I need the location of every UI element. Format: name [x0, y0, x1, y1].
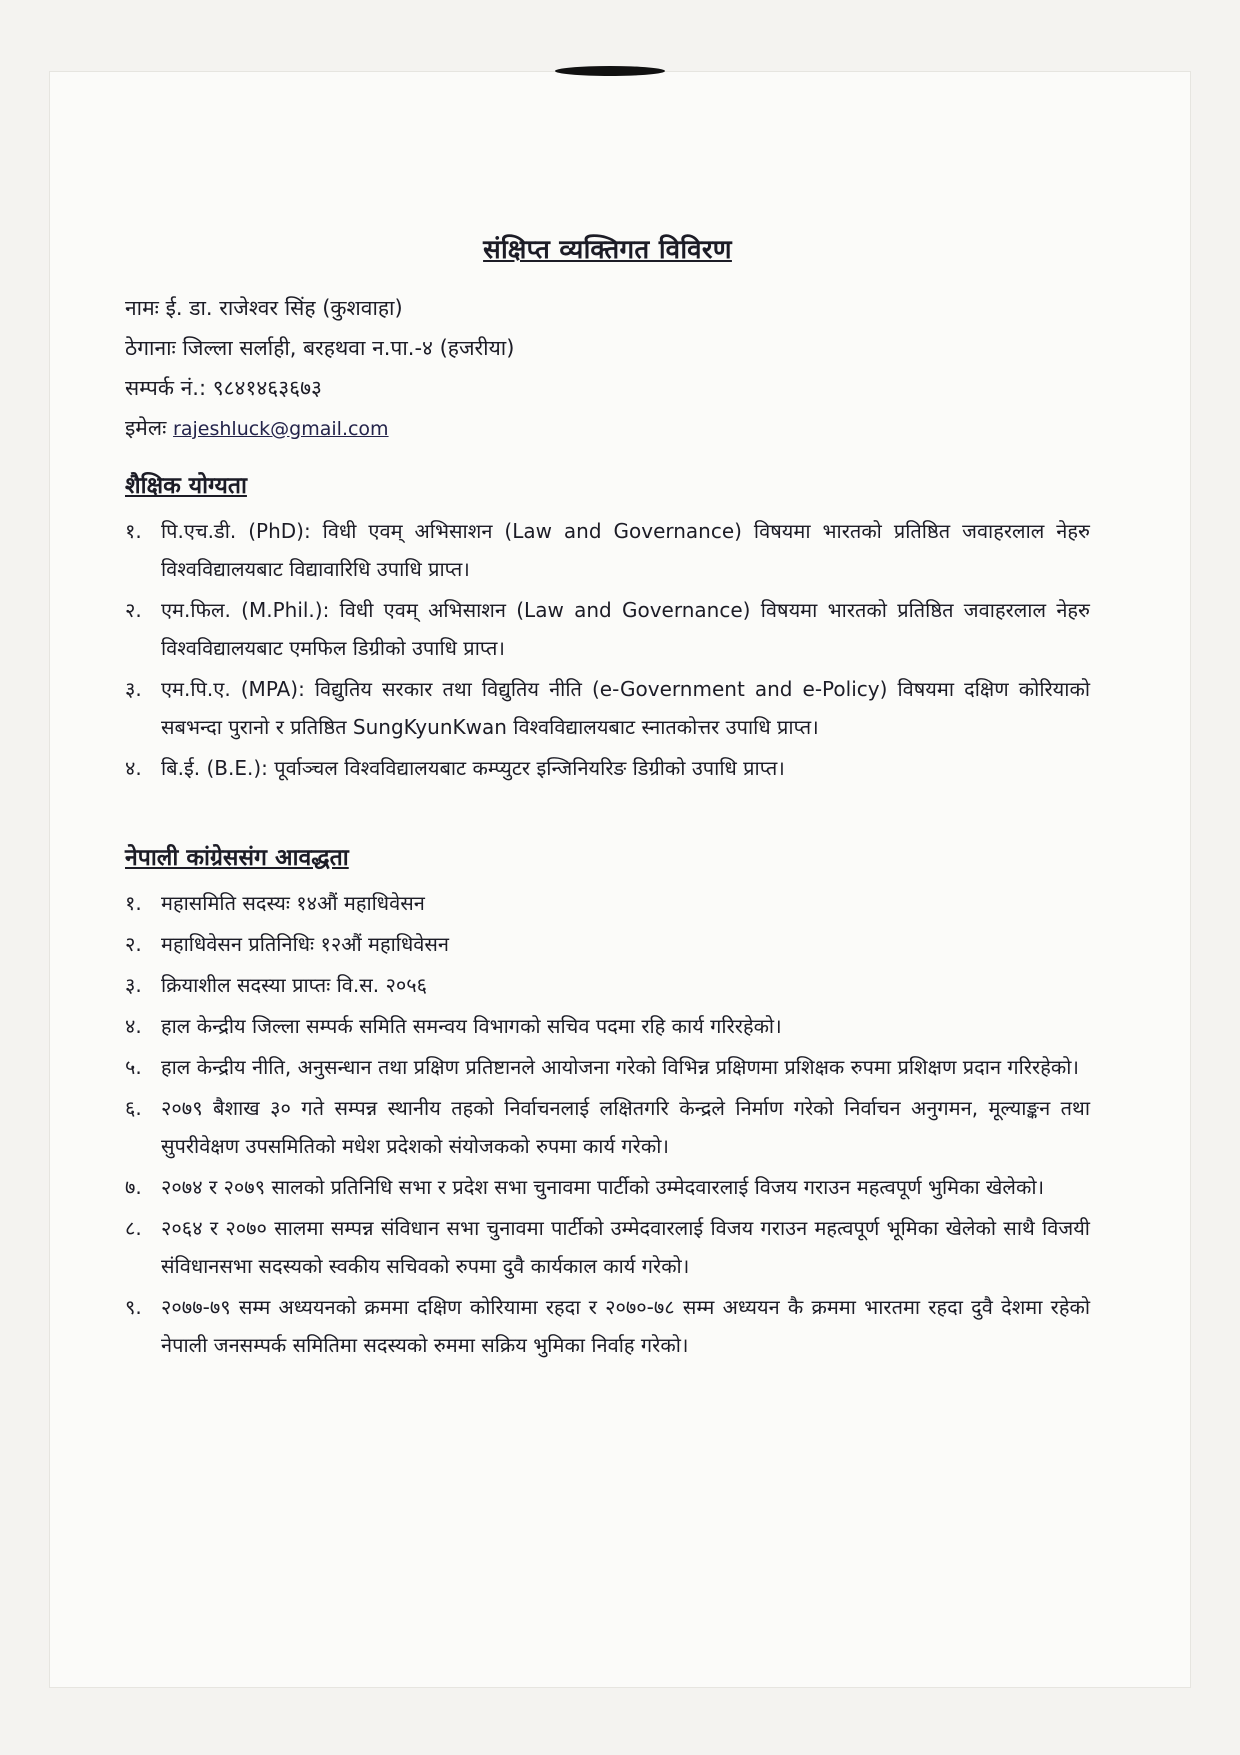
item-text: २०७९ बैशाख ३० गते सम्पन्न स्थानीय तहको निर्वाचनलाई लक्षितगरि केन्द्रले निर्माण गरेको निर्वाचन अनुगमन, मूल्याङ्कन तथा सुपरीवेक्षण उपसमितिको मधेश प्रदेशको संयोजकको रुपमा कार्य गरेको।	[161, 1096, 1090, 1158]
document-title: संक्षिप्त व्यक्तिगत विविरण	[483, 235, 732, 265]
list-item	[125, 966, 1090, 1004]
congress-list	[125, 884, 1090, 1364]
item-number: ८.	[125, 1216, 142, 1240]
item-number: ७.	[125, 1175, 142, 1199]
email-label: इमेलः	[125, 416, 167, 440]
education-list	[125, 512, 1090, 787]
item-text: २०७४ र २०७९ सालको प्रतिनिधि सभा र प्रदेश सभा चुनावमा पार्टीको उम्मेदवारलाई विजय गराउन महत्वपूर्ण भुमिका खेलेको।	[161, 1175, 1045, 1199]
email-line	[125, 408, 1090, 448]
list-item	[125, 1168, 1090, 1206]
item-text: हाल केन्द्रीय जिल्ला सम्पर्क समिति समन्वय विभागको सचिव पदमा रहि कार्य गरिरहेको।	[161, 1014, 782, 1038]
document-content	[125, 230, 1090, 1367]
item-number: २.	[125, 932, 142, 956]
list-item	[125, 884, 1090, 922]
address-line: ठेगानाः जिल्ला सर्लाही, बरहथवा न.पा.-४ (हजरीया)	[125, 336, 515, 360]
item-number: ९.	[125, 1295, 142, 1319]
scan-edge-mark	[555, 66, 665, 76]
item-text: २०७७-७९ सम्म अध्ययनको क्रममा दक्षिण कोरियामा रहदा र २०७०-७८ सम्म अध्ययन कै क्रममा भारतमा रहदा दुवै देशमा रहेको नेपाली जनसम्पर्क समितिमा सदस्यको रुममा सक्रिय भुमिका निर्वाह गरेको।	[161, 1295, 1090, 1357]
item-number: ३.	[125, 973, 142, 997]
item-text: पि.एच.डी. (PhD): विधी एवम् अभिसाशन (Law and Governance) विषयमा भारतको प्रतिष्ठित जवाहरलाल नेहरु विश्वविद्यालयबाट विद्यावारिधि उपाधि प्राप्त।	[161, 519, 1090, 581]
item-number: ५.	[125, 1055, 142, 1079]
list-item	[125, 591, 1090, 667]
item-number: ४.	[125, 756, 142, 780]
item-number: ३.	[125, 677, 142, 701]
list-item	[125, 1048, 1090, 1086]
item-text: हाल केन्द्रीय नीति, अनुसन्धान तथा प्रक्षिण प्रतिष्टानले आयोजना गरेको विभिन्न प्रक्षिणमा प्रशिक्षक रुपमा प्रशिक्षण प्रदान गरिरहेको।	[161, 1055, 1079, 1079]
list-item	[125, 1209, 1090, 1285]
email-link[interactable]: rajeshluck@gmail.com	[173, 418, 389, 440]
list-item	[125, 670, 1090, 746]
list-item	[125, 925, 1090, 963]
contact-line: सम्पर्क नं.: ९८४१४६३६७३	[125, 376, 322, 400]
item-text: एम.फिल. (M.Phil.): विधी एवम् अभिसाशन (Law and Governance) विषयमा भारतको प्रतिष्ठित जवाहरलाल नेहरु विश्वविद्यालयबाट एमफिल डिग्रीको उपाधि प्राप्त।	[161, 598, 1090, 660]
list-item	[125, 1089, 1090, 1165]
education-heading: शैक्षिक योग्यता	[125, 473, 247, 499]
item-text: महाधिवेसन प्रतिनिधिः १२औं महाधिवेसन	[161, 932, 450, 956]
item-number: १.	[125, 891, 142, 915]
list-item	[125, 749, 1090, 787]
item-text: २०६४ र २०७० सालमा सम्पन्न संविधान सभा चुनावमा पार्टीको उम्मेदवारलाई विजय गराउन महत्वपूर्ण भूमिका खेलेको साथै विजयी संविधानसभा सदस्यको स्वकीय सचिवको रुपमा दुवै कार्यकाल कार्य गरेको।	[161, 1216, 1090, 1278]
congress-heading: नेपाली कांग्रेससंग आवद्धता	[125, 845, 349, 871]
item-text: क्रियाशील सदस्या प्राप्तः वि.स. २०५६	[161, 973, 428, 997]
item-number: १.	[125, 519, 142, 543]
list-item	[125, 512, 1090, 588]
item-text: बि.ई. (B.E.): पूर्वाञ्चल विश्वविद्यालयबाट कम्प्युटर इन्जिनियरिङ डिग्रीको उपाधि प्राप्त।	[161, 756, 785, 780]
list-item	[125, 1007, 1090, 1045]
item-number: ४.	[125, 1014, 142, 1038]
item-text: एम.पि.ए. (MPA): विद्युतिय सरकार तथा विद्युतिय नीति (e-Government and e-Policy) विषयमा दक्षिण कोरियाको सबभन्दा पुरानो र प्रतिष्ठित SungKyunKwan विश्वविद्यालयबाट स्नातकोत्तर उपाधि प्राप्त।	[161, 677, 1090, 739]
item-number: ६.	[125, 1096, 142, 1120]
item-text: महासमिति सदस्यः १४औं महाधिवेसन	[161, 891, 425, 915]
list-item	[125, 1288, 1090, 1364]
name-line: नामः ई. डा. राजेश्वर सिंह (कुशवाहा)	[125, 296, 403, 320]
item-number: २.	[125, 598, 142, 622]
